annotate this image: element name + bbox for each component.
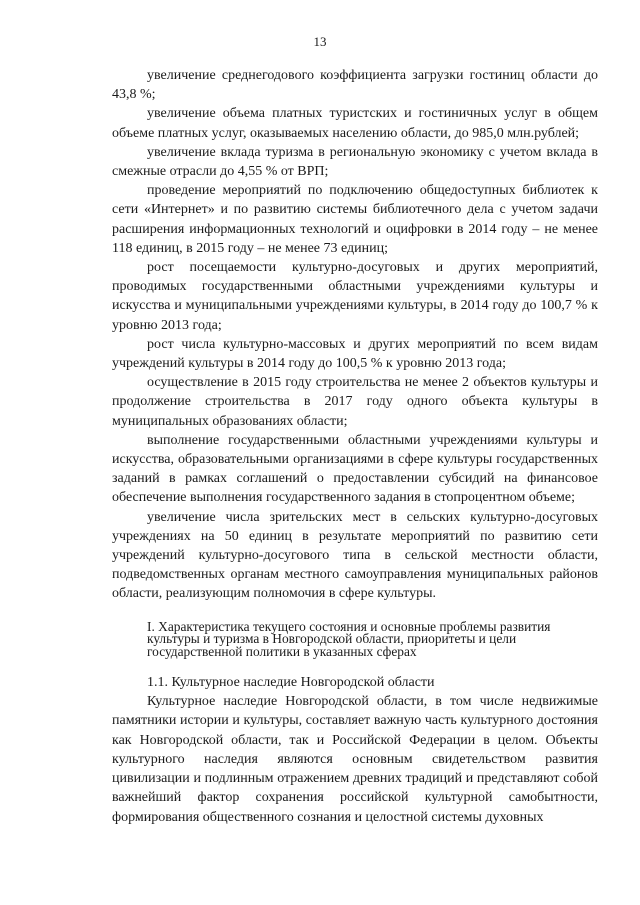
paragraph-hotel-occupancy: увеличение среднегодового коэффициента загрузки гостиниц области до 43,8 %; [112, 68, 598, 103]
paragraph-audience-seats: увеличение числа зрительских мест в сельских культурно-досуговых учреждениях на 50 единиц в результате мероприятий по развитию сети учреждений культурно-досугового типа в сельской местности области, подведомственных органам местного самоуправления муниципальных районов области, реализующим полномочия в сфере культуры. [112, 509, 598, 602]
page-content [112, 66, 598, 827]
section-heading: I. Характеристика текущего состояния и основные проблемы развития культуры и туризма в Новгородской области, приоритеты и цели государственной политики в указанных сферах [147, 618, 551, 660]
page-number: 13 [313, 34, 327, 49]
paragraph-tourism-contribution: увеличение вклада туризма в региональную экономику с учетом вклада в смежные отрасли до 4,55 % от ВРП; [112, 144, 598, 180]
paragraph-paid-services: увеличение объема платных туристских и гостиничных услуг в общем объеме платных услуг, оказываемых населению области, до 985,0 млн.рублей; [112, 106, 598, 141]
paragraph-construction: осуществление в 2015 году строительства не менее 2 объектов культуры и продолжение строительства в 2017 году одного объекта культуры в муниципальных образованиях области; [112, 375, 598, 429]
paragraph-library-internet: проведение мероприятий по подключению общедоступных библиотек к сети «Интернет» и по развитию системы библиотечного дела с учетом задачи расширения информационных технологий и оцифровки в 2014 году – не менее 118 единиц, в 2015 году – не менее 73 единиц; [112, 183, 598, 256]
subsection-heading: 1.1. Культурное наследие Новгородской области [147, 675, 435, 691]
paragraph-events-growth: рост числа культурно-массовых и других мероприятий по всем видам учреждений культуры в 2014 году до 100,5 % к уровню 2013 года; [112, 336, 598, 372]
paragraph-cultural-heritage: Культурное наследие Новгородской области, в том числе недвижимые памятники истории и культуры, составляет важную часть культурного достояния как Новгородской области, так и Российской Федерации в целом. Объекты культурного наследия являются основным свидетельством развития цивилизации и подлинным отражением древних традиций и представляют собой важнейший фактор сохранения российской культурной самобытности, формирования общественного сознания и целостной системы духовных [112, 694, 598, 825]
paragraph-attendance-growth: рост посещаемости культурно-досуговых и других мероприятий, проводимых государственными областными учреждениями культуры и искусства и муниципальными учреждениями культуры, в 2014 году до 100,7 % к уровню 2013 года; [112, 260, 598, 333]
paragraph-state-assignments: выполнение государственными областными учреждениями культуры и искусства, образовательными организациями в сфере культуры государственных заданий в рамках соглашений о предоставлении субсидий на финансовое обеспечение выполнения государственного задания в стопроцентном объеме; [112, 432, 598, 506]
